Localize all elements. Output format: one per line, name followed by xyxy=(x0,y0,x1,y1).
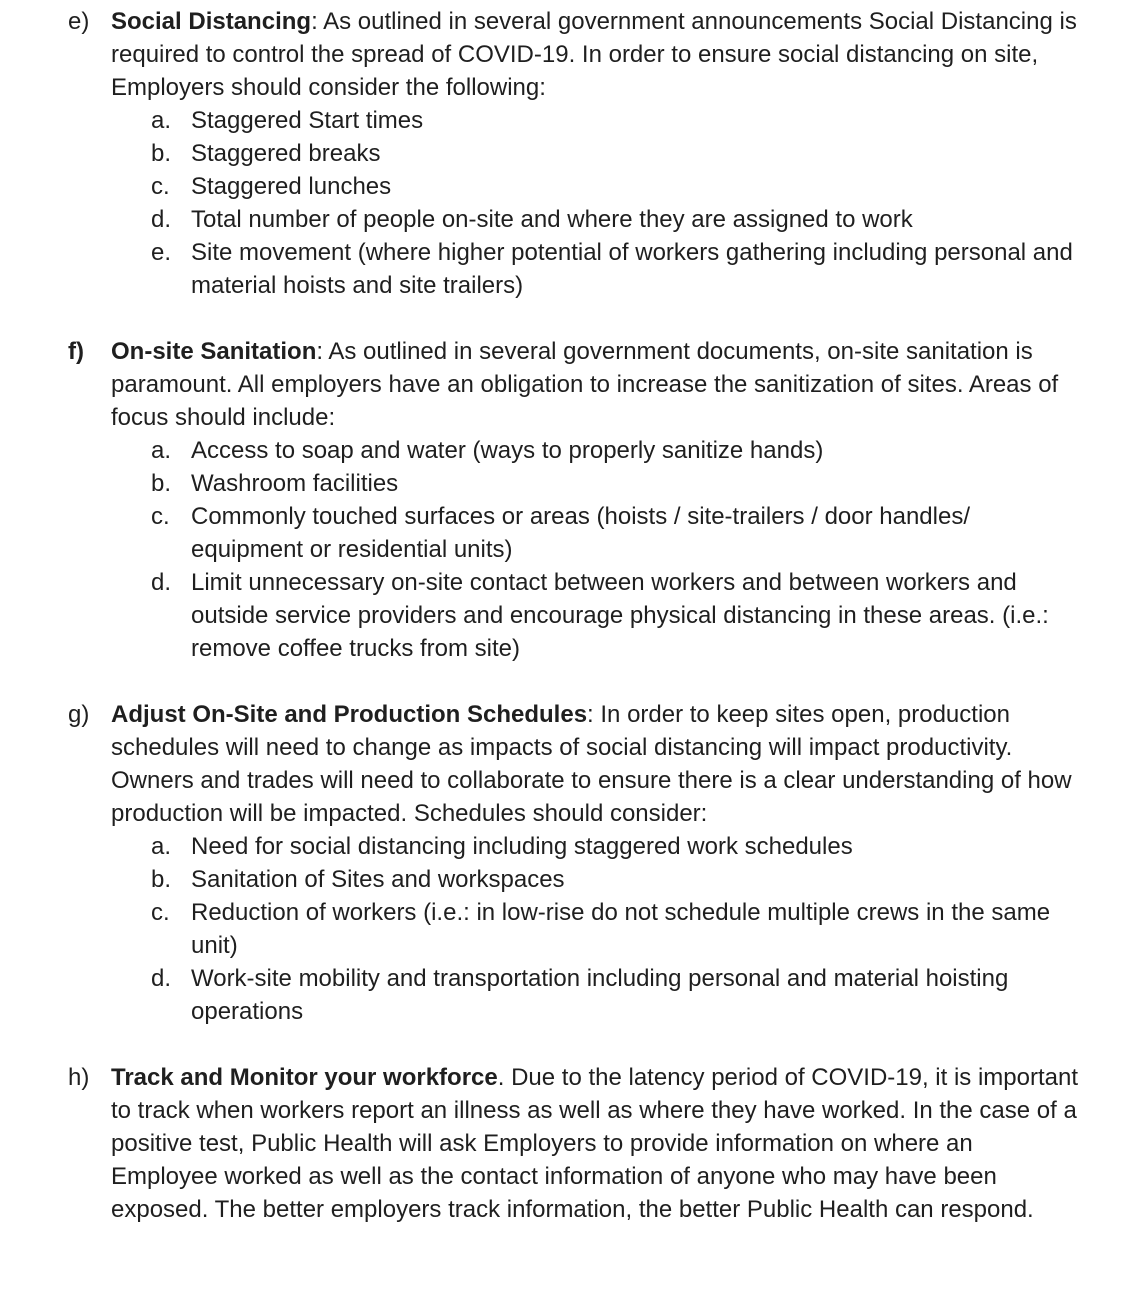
section-heading: Track and Monitor your workforce xyxy=(111,1064,498,1091)
section-letter: g) xyxy=(68,701,90,728)
list-item-text: Total number of people on-site and where they are assigned to work xyxy=(191,206,913,233)
list-item xyxy=(111,962,1085,1028)
list-item xyxy=(111,434,1085,467)
section-paragraph xyxy=(111,335,1085,434)
section-letter: f) xyxy=(68,338,84,365)
list-item-text: Access to soap and water (ways to properly sanitize hands) xyxy=(191,437,824,464)
list-item-text: Site movement (where higher potential of workers gathering including personal and material hoists and site trailers) xyxy=(191,239,1073,299)
section-social-distancing xyxy=(0,5,1125,302)
section-intro: : As outlined in several government announcements Social Distancing is required to control the spread of COVID-19. In order to ensure social distancing on site, Employers should consider the following: xyxy=(111,8,1077,101)
list-item-letter: d. xyxy=(151,965,172,992)
list-item xyxy=(111,104,1085,137)
list-item-text: Need for social distancing including staggered work schedules xyxy=(191,833,853,860)
section-heading: Social Distancing xyxy=(111,8,312,35)
section-on-site-sanitation xyxy=(0,335,1125,665)
list-item-letter: c. xyxy=(151,503,170,530)
list-item-letter: e. xyxy=(151,239,172,266)
section-paragraph xyxy=(111,5,1085,104)
section-intro: : In order to keep sites open, production schedules will need to change as impacts of social distancing will impact productivity. Owners and trades will need to collaborate to ensure there is a clear understanding of how production will be impacted. Schedules should consider: xyxy=(111,701,1072,827)
list-item-letter: a. xyxy=(151,833,172,860)
list-item xyxy=(111,566,1085,665)
list-item-text: Staggered lunches xyxy=(191,173,392,200)
section-letter: h) xyxy=(68,1064,90,1091)
list-item xyxy=(111,236,1085,302)
sub-item-list xyxy=(111,104,1085,302)
list-item-text: Limit unnecessary on-site contact between workers and between workers and outside service providers and encourage physical distancing in these areas. (i.e.: remove coffee trucks from site) xyxy=(191,569,1049,662)
list-item-text: Staggered breaks xyxy=(191,140,381,167)
list-item-text: Staggered Start times xyxy=(191,107,424,134)
list-item-letter: d. xyxy=(151,569,172,596)
section-adjust-schedules xyxy=(0,698,1125,1028)
list-item-text: Sanitation of Sites and workspaces xyxy=(191,866,565,893)
list-item-text: Reduction of workers (i.e.: in low-rise do not schedule multiple crews in the same unit) xyxy=(191,899,1051,959)
sub-item-list xyxy=(111,434,1085,665)
list-item-text: Commonly touched surfaces or areas (hoists / site-trailers / door handles/ equipment or residential units) xyxy=(191,503,971,563)
list-item-text: Washroom facilities xyxy=(191,470,399,497)
list-item-letter: d. xyxy=(151,206,172,233)
list-item-letter: b. xyxy=(151,866,172,893)
section-paragraph xyxy=(111,698,1085,830)
section-track-workforce xyxy=(0,1061,1125,1226)
list-item-letter: b. xyxy=(151,470,172,497)
list-item xyxy=(111,203,1085,236)
section-letter: e) xyxy=(68,8,90,35)
list-item-letter: a. xyxy=(151,437,172,464)
sub-item-list xyxy=(111,830,1085,1028)
section-heading: Adjust On-Site and Production Schedules xyxy=(111,701,588,728)
list-item-letter: b. xyxy=(151,140,172,167)
list-item-letter: c. xyxy=(151,899,170,926)
section-heading: On-site Sanitation xyxy=(111,338,317,365)
list-item xyxy=(111,137,1085,170)
list-item xyxy=(111,500,1085,566)
list-item xyxy=(111,830,1085,863)
list-item xyxy=(111,896,1085,962)
list-item xyxy=(111,863,1085,896)
list-item xyxy=(111,467,1085,500)
list-item-text: Work-site mobility and transportation including personal and material hoisting operations xyxy=(191,965,1009,1025)
section-intro: . Due to the latency period of COVID-19, it is important to track when workers report an illness as well as where they have worked. In the case of a positive test, Public Health will ask Employers to provide information on where an Employee worked as well as the contact information of anyone who may have been exposed. The better employers track information, the better Public Health can respond. xyxy=(111,1064,1079,1223)
section-intro: : As outlined in several government documents, on-site sanitation is paramount. All employers have an obligation to increase the sanitization of sites. Areas of focus should include: xyxy=(111,338,1059,431)
list-item-letter: c. xyxy=(151,173,170,200)
section-paragraph xyxy=(111,1061,1085,1226)
list-item-letter: a. xyxy=(151,107,172,134)
list-item xyxy=(111,170,1085,203)
